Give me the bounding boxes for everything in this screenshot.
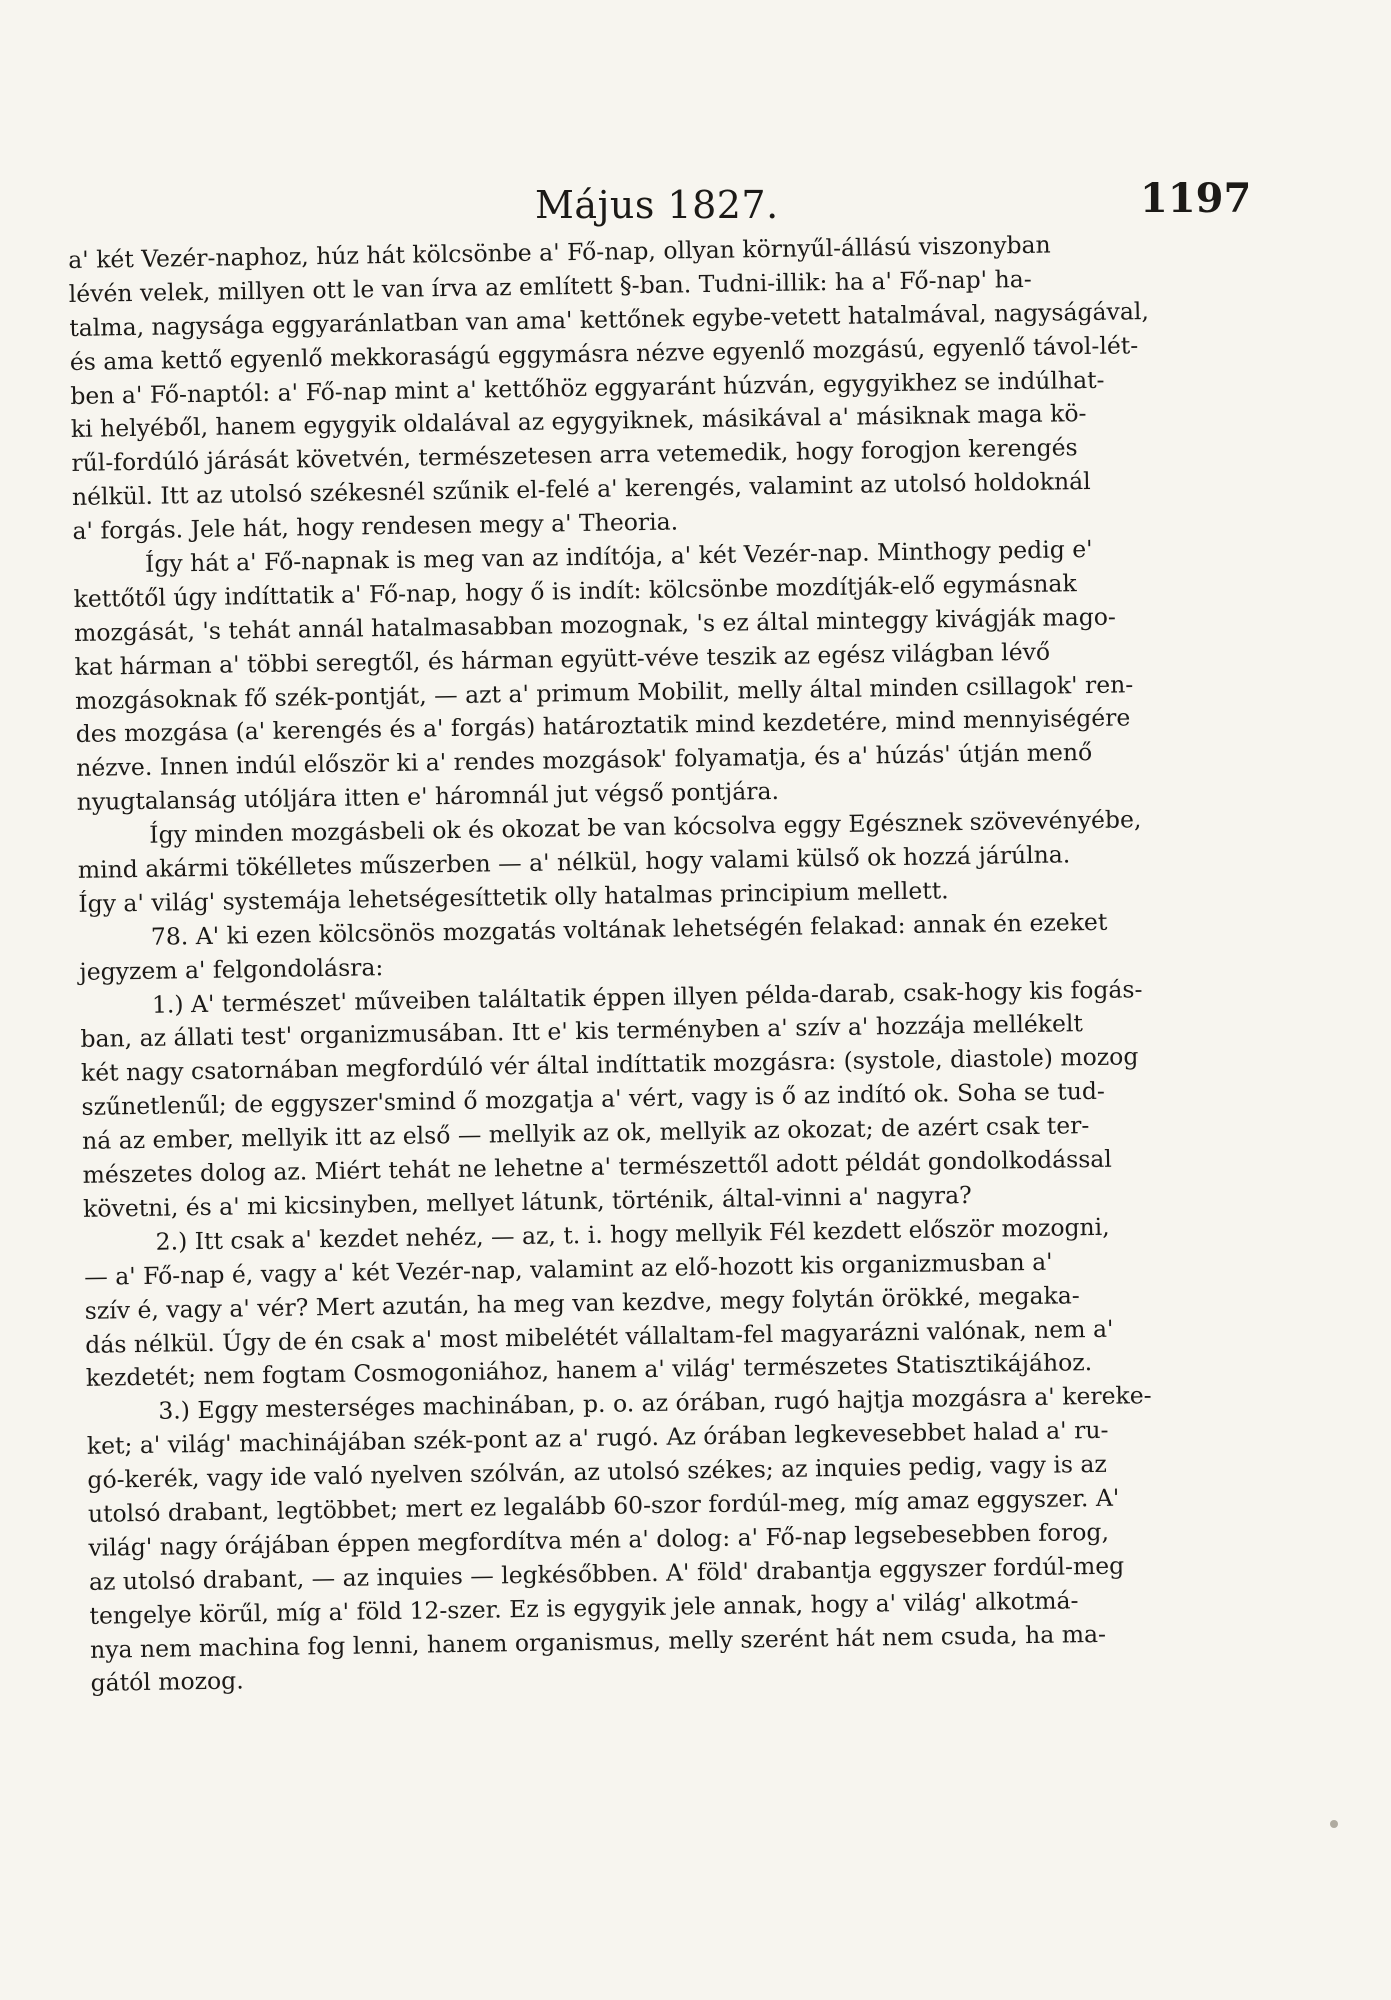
text-line: az utolsó drabant, — az inquies — legkésőbben. A' föld' drabantja eggyszer fordúl-meg bbox=[88, 1551, 1125, 1596]
text-line: nézve. Innen indúl először ki a' rendes mozgások' folyamatja, és a' húzás' útján menő bbox=[76, 738, 1093, 783]
text-line: szűnetlenűl; de eggyszer'smind ő mozgatja a' vért, vagy is ő az indító ok. Soha se tud- bbox=[81, 1077, 1106, 1122]
text-line: ná az ember, mellyik itt az első — mellyik az ok, mellyik az okozat; de azért csak ter- bbox=[81, 1111, 1090, 1156]
text-line: nya nem machina fog lenni, hanem organismus, melly szerént hát nem csuda, ha ma- bbox=[89, 1619, 1107, 1664]
text-line: ban, az állati test' organizmusában. Itt e' kis terményben a' szív a' hozzája mellékelt bbox=[80, 1009, 1084, 1054]
running-title: Május 1827. bbox=[535, 183, 779, 227]
text-line: ket; a' világ' machinájában szék-pont az a' rugó. Az órában legkevesebbet halad a' ru- bbox=[86, 1415, 1109, 1461]
text-line: világ' nagy órájában éppen megfordítva mén a' dolog: a' Fő-nap legsebesebben forog, bbox=[88, 1517, 1110, 1562]
text-line: a' két Vezér-naphoz, húz hát kölcsönbe a' Fő-nap, ollyan környűl-állású viszonyban bbox=[68, 230, 1051, 274]
text-line: 2.) Itt csak a' kezdet nehéz, — az, t. i. hogy mellyik Fél kezdett először mozogni, bbox=[155, 1212, 1110, 1256]
text-line: ben a' Fő-naptól: a' Fő-nap mint a' kettőhöz eggyaránt húzván, egygyikhez se indúlhat- bbox=[70, 365, 1105, 410]
text-line: kettőtől úgy indíttatik a' Fő-nap, hogy ő is indít: kölcsönbe mozdítják-elő egymásnak bbox=[73, 569, 1077, 613]
text-line: des mozgása (a' kerengés és a' forgás) határoztatik mind kezdetére, mind mennyiségére bbox=[75, 703, 1131, 749]
page-number: 1197 bbox=[1140, 175, 1252, 222]
text-line: — a' Fő-nap é, vagy a' két Vezér-nap, valamint az elő-hozott kis organizmusban a' bbox=[84, 1247, 1053, 1291]
text-line: rűl-fordúló járását követvén, természetesen arra vetemedik, hogy forogjon kerengés bbox=[71, 433, 1078, 478]
text-line: Így a' világ' systemája lehetségesíttetik olly hatalmas principium mellett. bbox=[78, 876, 949, 918]
text-line: 3.) Eggy mesterséges machinában, p. o. az órában, rugó hajtja mozgásra a' kereke- bbox=[158, 1381, 1152, 1426]
body-text bbox=[68, 225, 1291, 1701]
text-line: szív é, vagy a' vér? Mert azután, ha meg van kezdve, megy folytán örökké, megaka- bbox=[84, 1280, 1080, 1325]
text-line: 1.) A' természet' műveiben találtatik éppen illyen példa-darab, csak-hogy kis fogás- bbox=[151, 974, 1143, 1019]
text-line: talma, nagysága eggyaránlatban van ama' kettőnek egybe-vetett hatalmával, nagyságával, bbox=[69, 296, 1150, 342]
text-line: a' forgás. Jele hát, hogy rendesen megy a' Theoria. bbox=[72, 507, 679, 546]
text-line: és ama kettő egyenlő mekkoraságú eggymásra nézve egyenlő mozgású, egyenlő távol-lét- bbox=[69, 330, 1139, 376]
text-line: követni, és a' mi kicsinyben, mellyet látunk, történik, által-vinni a' nagyra? bbox=[82, 1180, 972, 1223]
text-line: nyugtalanság utóljára itten e' háromnál jut végső pontjára. bbox=[76, 777, 780, 817]
text-line: mozgását, 's tehát annál hatalmasabban mozognak, 's ez által minteggy kivágják mago- bbox=[73, 602, 1117, 647]
paper-speck bbox=[1330, 1820, 1338, 1828]
text-line: mészetes dolog az. Miért tehát ne lehetne a' természettől adott példát gondolkodással bbox=[82, 1144, 1113, 1189]
text-line: 78. A' ki ezen kölcsönös mozgatás voltának lehetségén felakad: annak én ezeket bbox=[150, 907, 1108, 951]
text-line: lévén velek, millyen ott le van írva az említett §-ban. Tudni-illik: ha a' Fő-nap' ha- bbox=[68, 264, 1032, 308]
text-line: Így hát a' Fő-napnak is meg van az indítója, a' két Vezér-nap. Minthogy pedig e' bbox=[144, 534, 1093, 578]
text-line: nélkül. Itt az utolsó székesnél szűnik el-felé a' kerengés, valamint az utolsó holdoknál bbox=[71, 467, 1091, 512]
text-line: dás nélkül. Úgy de én csak a' most mibelétét vállaltam-fel magyarázni valónak, nem a' bbox=[85, 1314, 1114, 1359]
text-line: ki helyéből, hanem egygyik oldalával az egygyiknek, másikával a' másiknak maga kö- bbox=[70, 399, 1087, 444]
text-line: mozgásoknak fő szék-pontját, — azt a' primum Mobilit, melly által minden csillagok' ren- bbox=[74, 669, 1134, 715]
text-line: kat hárman a' többi seregtől, és hárman együtt-véve teszik az egész világban lévő bbox=[74, 637, 1051, 681]
text-line: tengelye körűl, míg a' föld 12-szer. Ez is egygyik jele annak, hogy a' világ' alkotmá- bbox=[89, 1585, 1079, 1630]
text-line: gó-kerék, vagy ide való nyelven szólván, az utolsó székes; az inquies pedig, vagy is az bbox=[87, 1449, 1108, 1494]
text-line: gától mozog. bbox=[90, 1666, 244, 1698]
text-line: mind akármi tökélletes műszerben — a' nélkül, hogy valami külső ok hozzá járúlna. bbox=[77, 840, 1071, 884]
text-line: jegyzem a' felgondolásra: bbox=[79, 952, 384, 986]
text-line: utolsó drabant, legtöbbet; mert ez legalább 60-szor fordúl-meg, míg amaz eggyszer. A' bbox=[87, 1483, 1120, 1528]
text-line: Így minden mozgásbeli ok és okozat be van kócsolva eggy Egésznek szövevényébe, bbox=[149, 805, 1142, 849]
text-line: két nagy csatornában megfordúló vér által indíttatik mozgásra: (systole, diastole) mozog bbox=[80, 1042, 1139, 1088]
text-line: kezdetét; nem fogtam Cosmogoniához, hanem a' világ' természetes Statisztikájához. bbox=[85, 1348, 1093, 1393]
